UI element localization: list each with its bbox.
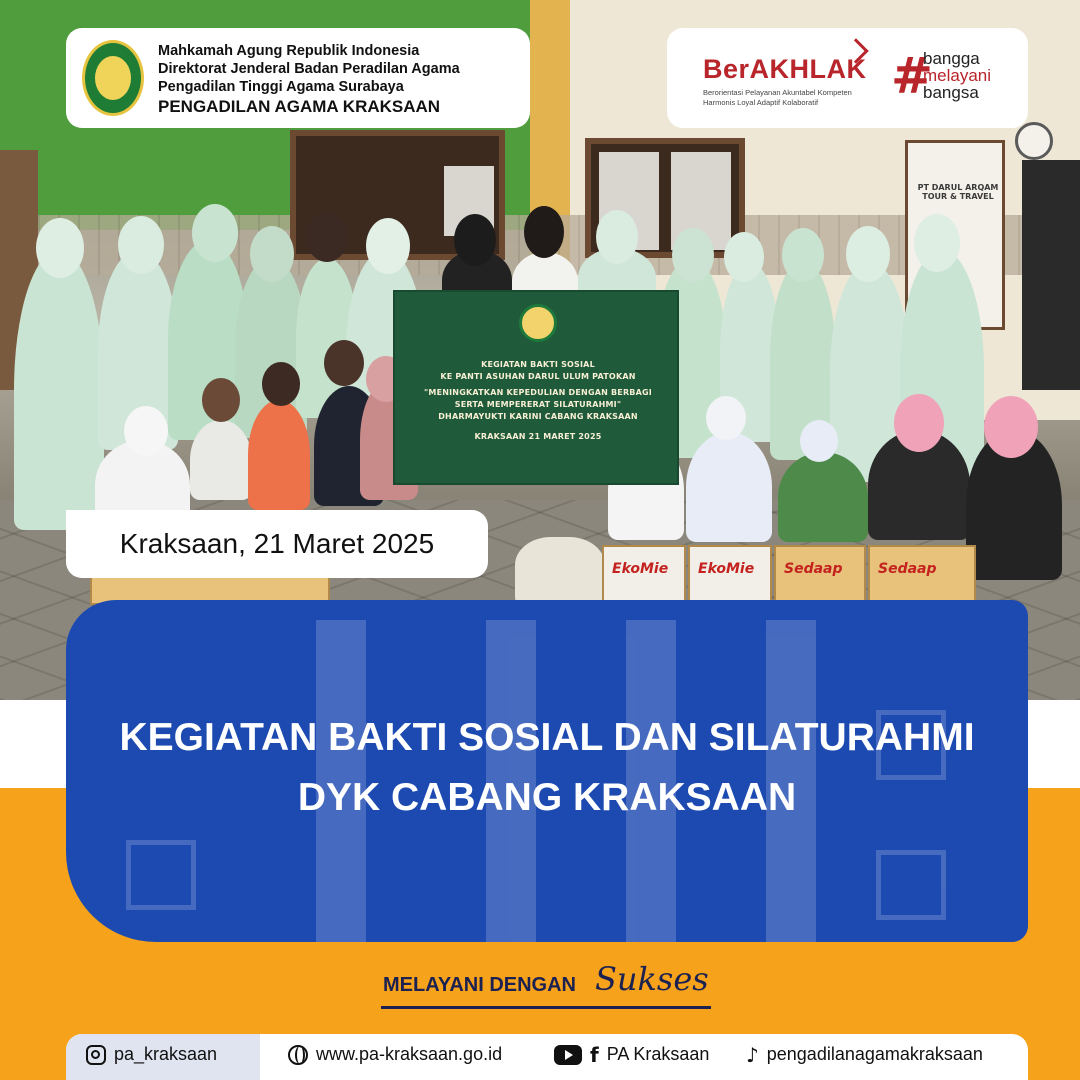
person-head xyxy=(306,212,348,262)
tiktok-handle: pengadilanagamakraksaan xyxy=(766,1044,983,1064)
child-head xyxy=(894,394,944,452)
berakhlak-subtitle: Berorientasi Pelayanan Akuntabel Kompeten Harmonis Loyal Adaptif Kolaboratif xyxy=(703,88,852,107)
clock-icon xyxy=(1015,122,1053,160)
facebook-youtube-link[interactable] xyxy=(554,1044,709,1065)
box-brand: Sedaap xyxy=(784,561,843,577)
box-brand: EkoMie xyxy=(698,561,755,577)
banner-line: KRAKSAAN 21 MARET 2025 xyxy=(474,432,602,441)
social-footer xyxy=(66,1034,1028,1080)
child xyxy=(686,432,772,542)
person xyxy=(14,250,104,530)
berakhlak-logo: BerAKHLAK xyxy=(703,54,867,84)
supreme-court-emblem-icon xyxy=(82,40,144,116)
person-head xyxy=(118,216,164,274)
child-head xyxy=(202,378,240,422)
child-head xyxy=(124,406,168,456)
instagram-icon xyxy=(86,1045,106,1065)
person-head xyxy=(250,226,294,282)
child-head xyxy=(324,340,364,386)
header-line: Mahkamah Agung Republik Indonesia xyxy=(158,43,420,59)
slogan-underline xyxy=(381,1006,711,1009)
person-head xyxy=(782,228,824,282)
title-card xyxy=(66,600,1028,942)
hashtag-icon: # xyxy=(891,47,933,105)
noodle-box xyxy=(688,545,772,605)
child xyxy=(248,400,310,510)
court-name: PENGADILAN AGAMA KRAKSAAN xyxy=(158,97,441,116)
facebook-icon: f xyxy=(590,1042,599,1067)
person-head xyxy=(366,218,410,274)
banner-line: KEGIATAN BAKTI SOSIAL xyxy=(481,360,595,369)
banner-emblem-icon xyxy=(519,304,557,342)
child xyxy=(190,420,252,500)
person-head xyxy=(914,214,960,272)
event-banner xyxy=(393,290,679,485)
court-header xyxy=(66,28,530,128)
tiktok-icon: ♪ xyxy=(746,1042,759,1067)
noodle-box xyxy=(602,545,686,605)
bangsa-word: bangsa xyxy=(923,83,979,102)
date-text: Kraksaan, 21 Maret 2025 xyxy=(119,528,435,559)
facebook-name: PA Kraksaan xyxy=(606,1044,710,1064)
person-head xyxy=(846,226,890,282)
banner-line: SERTA MEMPERERAT SILATURAHMI" xyxy=(454,400,622,409)
child-head xyxy=(800,420,838,462)
globe-icon xyxy=(288,1045,308,1065)
person-head xyxy=(192,204,238,262)
person-head xyxy=(454,214,496,266)
box-brand: Sedaap xyxy=(878,561,937,577)
child-head xyxy=(262,362,300,406)
event-title xyxy=(66,708,1028,828)
door xyxy=(1022,160,1080,390)
melayani-word: melayani xyxy=(923,66,992,85)
child-head xyxy=(984,396,1038,458)
header-line: Direktorat Jenderal Badan Peradilan Agama xyxy=(158,61,460,77)
banner-line: DHARMAYUKTI KARINI CABANG KRAKSAAN xyxy=(438,412,638,421)
noodle-box xyxy=(774,545,866,605)
slogan-script: Sukses xyxy=(595,960,709,998)
box-brand: EkoMie xyxy=(612,561,669,577)
header-text xyxy=(158,42,518,118)
header-line: Pengadilan Tinggi Agama Surabaya xyxy=(158,79,404,95)
title-line-1: KEGIATAN BAKTI SOSIAL DAN SILATURAHMI xyxy=(119,716,975,759)
child xyxy=(778,452,868,542)
banner-line: "MENINGKATKAN KEPEDULIAN DENGAN BERBAGI xyxy=(424,388,652,397)
date-label xyxy=(66,510,488,578)
bangga-melayani-logo xyxy=(923,50,1019,101)
banner-line: KE PANTI ASUHAN DARUL ULUM PATOKAN xyxy=(440,372,636,381)
person-head xyxy=(724,232,764,282)
person-head xyxy=(596,210,638,264)
bangga-word: bangga xyxy=(923,49,980,68)
child-head xyxy=(706,396,746,440)
website-url: www.pa-kraksaan.go.id xyxy=(316,1044,503,1064)
person-head xyxy=(672,228,714,282)
sign-text: PT DARUL ARQAM TOUR & TRAVEL xyxy=(917,183,999,201)
instagram-link[interactable] xyxy=(86,1044,217,1065)
title-line-2: DYK CABANG KRAKSAAN xyxy=(297,776,797,819)
slogan-text: MELAYANI DENGAN xyxy=(383,974,576,996)
youtube-icon xyxy=(554,1045,582,1065)
tiktok-link[interactable] xyxy=(746,1044,983,1065)
person-head xyxy=(36,218,84,278)
website-link[interactable] xyxy=(288,1044,502,1065)
brand-logos xyxy=(667,28,1028,128)
noodle-box xyxy=(868,545,976,605)
instagram-handle: pa_kraksaan xyxy=(114,1044,218,1064)
person-head xyxy=(524,206,564,258)
